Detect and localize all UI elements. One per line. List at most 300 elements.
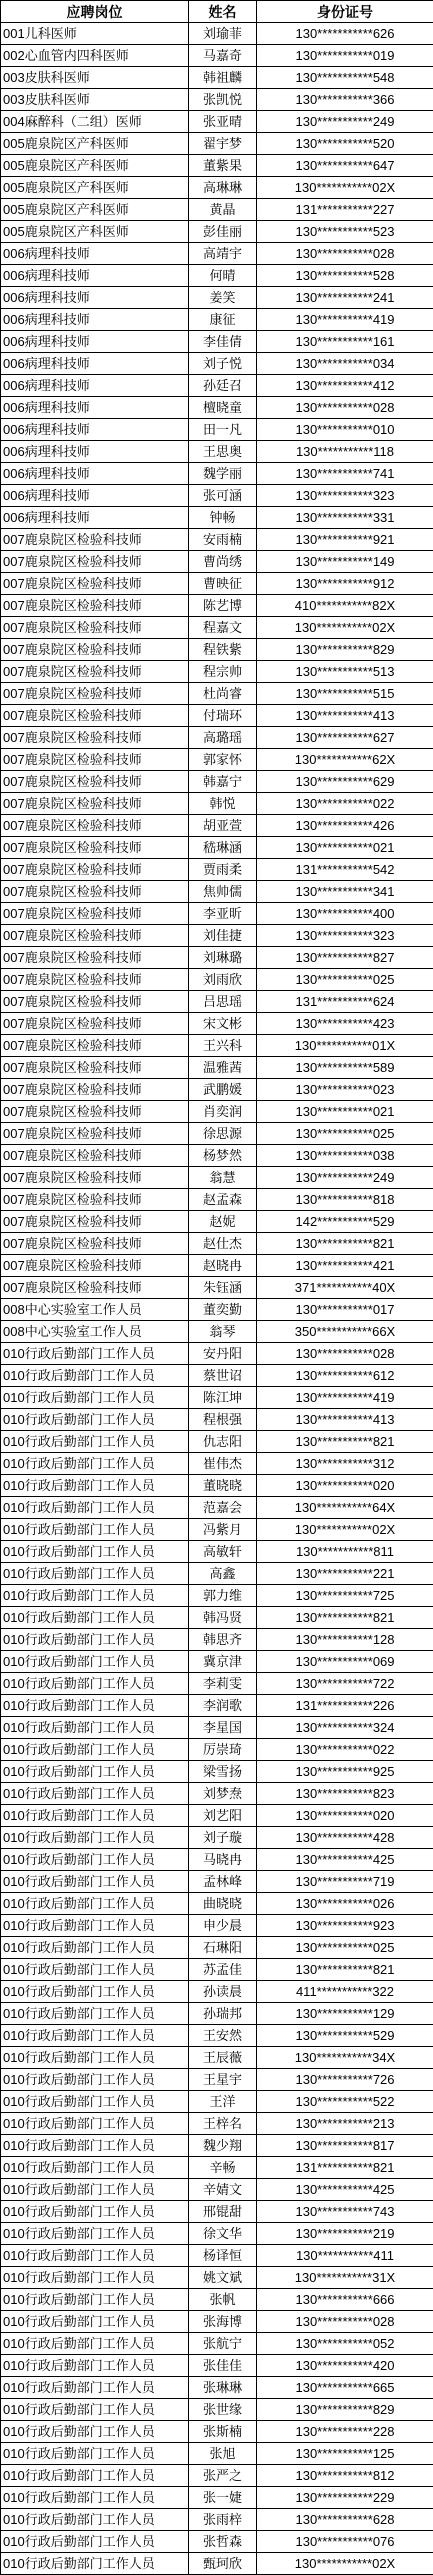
cell-id-number: 130***********419 <box>257 1387 433 1409</box>
cell-name: 董奕勤 <box>189 1299 257 1321</box>
cell-id-number: 130***********128 <box>257 1629 433 1651</box>
cell-id-number: 130***********741 <box>257 463 433 485</box>
table-row <box>1 2179 433 2201</box>
table-row <box>1 771 433 793</box>
table-row <box>1 2355 433 2377</box>
table-row <box>1 2157 433 2179</box>
table-row <box>1 2091 433 2113</box>
cell-id-number: 130***********413 <box>257 1409 433 1431</box>
cell-id-number: 130***********221 <box>257 1563 433 1585</box>
table-row <box>1 617 433 639</box>
cell-name: 康征 <box>189 309 257 331</box>
cell-id-number: 371***********40X <box>257 1277 433 1299</box>
cell-position: 010行政后勤部门工作人员 <box>1 1343 189 1365</box>
cell-name: 刘雨欣 <box>189 969 257 991</box>
cell-name: 高琳琳 <box>189 177 257 199</box>
cell-position: 007鹿泉院区检验科技师 <box>1 837 189 859</box>
cell-id-number: 130***********726 <box>257 2069 433 2091</box>
cell-name: 张旭 <box>189 2443 257 2465</box>
header-position: 应聘岗位 <box>1 1 189 23</box>
table-row <box>1 1915 433 1937</box>
table-row <box>1 749 433 771</box>
cell-position: 003皮肤科医师 <box>1 67 189 89</box>
cell-name: 翟宇梦 <box>189 133 257 155</box>
cell-id-number: 130***********529 <box>257 2025 433 2047</box>
table-row <box>1 353 433 375</box>
cell-position: 010行政后勤部门工作人员 <box>1 2069 189 2091</box>
cell-id-number: 130***********213 <box>257 2113 433 2135</box>
cell-id-number: 131***********227 <box>257 199 433 221</box>
cell-position: 007鹿泉院区检验科技师 <box>1 1145 189 1167</box>
table-row <box>1 177 433 199</box>
table-row <box>1 595 433 617</box>
cell-position: 010行政后勤部门工作人员 <box>1 1431 189 1453</box>
table-row <box>1 2025 433 2047</box>
cell-position: 007鹿泉院区检验科技师 <box>1 1101 189 1123</box>
cell-id-number: 142***********529 <box>257 1211 433 1233</box>
cell-name: 马晓冉 <box>189 1849 257 1871</box>
cell-position: 010行政后勤部门工作人员 <box>1 2113 189 2135</box>
cell-name: 张凯悦 <box>189 89 257 111</box>
table-row <box>1 1761 433 1783</box>
cell-name: 崔伟杰 <box>189 1453 257 1475</box>
cell-name: 赵仕杰 <box>189 1233 257 1255</box>
cell-id-number: 130***********021 <box>257 1101 433 1123</box>
cell-position: 010行政后勤部门工作人员 <box>1 2003 189 2025</box>
table-row <box>1 419 433 441</box>
table-row <box>1 2069 433 2091</box>
cell-id-number: 130***********229 <box>257 2487 433 2509</box>
cell-position: 010行政后勤部门工作人员 <box>1 2223 189 2245</box>
cell-position: 007鹿泉院区检验科技师 <box>1 1057 189 1079</box>
cell-id-number: 130***********31X <box>257 2267 433 2289</box>
cell-name: 姚文斌 <box>189 2267 257 2289</box>
cell-position: 008中心实验室工作人员 <box>1 1299 189 1321</box>
cell-id-number: 130***********64X <box>257 1497 433 1519</box>
table-row <box>1 375 433 397</box>
cell-id-number: 130***********02X <box>257 177 433 199</box>
table-row <box>1 551 433 573</box>
cell-name: 韩祖麟 <box>189 67 257 89</box>
cell-position: 010行政后勤部门工作人员 <box>1 1739 189 1761</box>
cell-id-number: 130***********010 <box>257 419 433 441</box>
cell-id-number: 130***********925 <box>257 1761 433 1783</box>
cell-position: 010行政后勤部门工作人员 <box>1 2399 189 2421</box>
cell-name: 高鑫 <box>189 1563 257 1585</box>
cell-id-number: 130***********341 <box>257 881 433 903</box>
cell-position: 010行政后勤部门工作人员 <box>1 2047 189 2069</box>
cell-position: 002心血管内四科医师 <box>1 45 189 67</box>
cell-id-number: 130***********62X <box>257 749 433 771</box>
cell-name: 武鹏媛 <box>189 1079 257 1101</box>
cell-position: 007鹿泉院区检验科技师 <box>1 793 189 815</box>
table-row <box>1 1233 433 1255</box>
cell-id-number: 130***********722 <box>257 1673 433 1695</box>
cell-id-number: 130***********025 <box>257 969 433 991</box>
table-row <box>1 1255 433 1277</box>
cell-name: 韩嘉宁 <box>189 771 257 793</box>
table-row <box>1 1321 433 1343</box>
table-row <box>1 441 433 463</box>
cell-id-number: 130***********425 <box>257 2179 433 2201</box>
cell-name: 冀京津 <box>189 1651 257 1673</box>
cell-position: 007鹿泉院区检验科技师 <box>1 529 189 551</box>
table-row <box>1 1629 433 1651</box>
table-row <box>1 133 433 155</box>
cell-position: 010行政后勤部门工作人员 <box>1 1695 189 1717</box>
cell-position: 010行政后勤部门工作人员 <box>1 2179 189 2201</box>
cell-id-number: 130***********019 <box>257 45 433 67</box>
cell-position: 010行政后勤部门工作人员 <box>1 1673 189 1695</box>
table-row <box>1 1519 433 1541</box>
cell-position: 007鹿泉院区检验科技师 <box>1 1211 189 1233</box>
cell-name: 孙廷召 <box>189 375 257 397</box>
cell-name: 朱钰涵 <box>189 1277 257 1299</box>
cell-position: 010行政后勤部门工作人员 <box>1 1981 189 2003</box>
cell-id-number: 130***********419 <box>257 309 433 331</box>
cell-name: 邢锟甜 <box>189 2201 257 2223</box>
cell-position: 010行政后勤部门工作人员 <box>1 1629 189 1651</box>
cell-name: 蔡世诏 <box>189 1365 257 1387</box>
cell-name: 刘梦焘 <box>189 1783 257 1805</box>
cell-name: 王洋 <box>189 2091 257 2113</box>
cell-position: 007鹿泉院区检验科技师 <box>1 925 189 947</box>
cell-name: 刘艺阳 <box>189 1805 257 1827</box>
cell-name: 彭佳丽 <box>189 221 257 243</box>
cell-name: 田一凡 <box>189 419 257 441</box>
cell-position: 010行政后勤部门工作人员 <box>1 1761 189 1783</box>
cell-position: 010行政后勤部门工作人员 <box>1 1937 189 1959</box>
cell-position: 010行政后勤部门工作人员 <box>1 1827 189 1849</box>
cell-position: 010行政后勤部门工作人员 <box>1 1849 189 1871</box>
cell-name: 董紫果 <box>189 155 257 177</box>
cell-id-number: 130***********821 <box>257 1607 433 1629</box>
cell-id-number: 130***********052 <box>257 2333 433 2355</box>
cell-id-number: 130***********520 <box>257 133 433 155</box>
cell-position: 007鹿泉院区检验科技师 <box>1 1035 189 1057</box>
cell-id-number: 130***********02X <box>257 617 433 639</box>
cell-position: 006病理科技师 <box>1 507 189 529</box>
table-row <box>1 1981 433 2003</box>
cell-id-number: 130***********923 <box>257 1915 433 1937</box>
cell-id-number: 130***********118 <box>257 441 433 463</box>
cell-name: 安雨楠 <box>189 529 257 551</box>
cell-position: 010行政后勤部门工作人员 <box>1 2465 189 2487</box>
cell-name: 宋文彬 <box>189 1013 257 1035</box>
cell-name: 檀晓童 <box>189 397 257 419</box>
table-row <box>1 1651 433 1673</box>
cell-position: 007鹿泉院区检验科技师 <box>1 705 189 727</box>
cell-position: 010行政后勤部门工作人员 <box>1 1519 189 1541</box>
cell-position: 007鹿泉院区检验科技师 <box>1 1013 189 1035</box>
cell-position: 007鹿泉院区检验科技师 <box>1 683 189 705</box>
cell-position: 010行政后勤部门工作人员 <box>1 1871 189 1893</box>
cell-id-number: 130***********829 <box>257 639 433 661</box>
table-row <box>1 89 433 111</box>
cell-name: 韩冯贤 <box>189 1607 257 1629</box>
cell-position: 007鹿泉院区检验科技师 <box>1 859 189 881</box>
cell-position: 007鹿泉院区检验科技师 <box>1 727 189 749</box>
table-row <box>1 1541 433 1563</box>
cell-id-number: 130***********823 <box>257 1783 433 1805</box>
cell-position: 008中心实验室工作人员 <box>1 1321 189 1343</box>
table-row <box>1 1805 433 1827</box>
cell-position: 010行政后勤部门工作人员 <box>1 2421 189 2443</box>
cell-name: 赵妮 <box>189 1211 257 1233</box>
header-id-number: 身份证号 <box>257 1 433 23</box>
table-row <box>1 1695 433 1717</box>
table-row <box>1 705 433 727</box>
table-row <box>1 2333 433 2355</box>
table-row <box>1 1431 433 1453</box>
cell-id-number: 130***********626 <box>257 23 433 45</box>
table-row <box>1 2201 433 2223</box>
cell-position: 010行政后勤部门工作人员 <box>1 1893 189 1915</box>
cell-id-number: 130***********028 <box>257 1343 433 1365</box>
cell-position: 010行政后勤部门工作人员 <box>1 1915 189 1937</box>
cell-position: 010行政后勤部门工作人员 <box>1 1783 189 1805</box>
cell-name: 王梓名 <box>189 2113 257 2135</box>
cell-position: 010行政后勤部门工作人员 <box>1 2135 189 2157</box>
cell-name: 郭家怀 <box>189 749 257 771</box>
cell-name: 曹映征 <box>189 573 257 595</box>
cell-id-number: 130***********627 <box>257 727 433 749</box>
cell-id-number: 130***********523 <box>257 221 433 243</box>
table-row <box>1 1343 433 1365</box>
cell-id-number: 130***********589 <box>257 1057 433 1079</box>
table-row <box>1 2487 433 2509</box>
cell-name: 厉崇琦 <box>189 1739 257 1761</box>
table-row <box>1 1211 433 1233</box>
cell-id-number: 130***********312 <box>257 1453 433 1475</box>
cell-name: 魏少翔 <box>189 2135 257 2157</box>
cell-position: 005鹿泉院区产科医师 <box>1 133 189 155</box>
cell-position: 010行政后勤部门工作人员 <box>1 2553 189 2575</box>
cell-id-number: 130***********548 <box>257 67 433 89</box>
cell-position: 010行政后勤部门工作人员 <box>1 1475 189 1497</box>
cell-id-number: 130***********069 <box>257 1651 433 1673</box>
cell-name: 杨译恒 <box>189 2245 257 2267</box>
cell-id-number: 130***********812 <box>257 2465 433 2487</box>
table-row <box>1 1387 433 1409</box>
cell-id-number: 130***********026 <box>257 1893 433 1915</box>
cell-id-number: 130***********817 <box>257 2135 433 2157</box>
cell-position: 007鹿泉院区检验科技师 <box>1 573 189 595</box>
table-row <box>1 1145 433 1167</box>
table-row <box>1 2509 433 2531</box>
cell-name: 苏孟佳 <box>189 1959 257 1981</box>
table-row <box>1 2311 433 2333</box>
cell-name: 张斯楠 <box>189 2421 257 2443</box>
table-row <box>1 2377 433 2399</box>
cell-name: 程根强 <box>189 1409 257 1431</box>
cell-name: 嵇琳涵 <box>189 837 257 859</box>
cell-id-number: 130***********821 <box>257 1233 433 1255</box>
cell-id-number: 130***********02X <box>257 2553 433 2575</box>
cell-name: 张海博 <box>189 2311 257 2333</box>
cell-id-number: 131***********624 <box>257 991 433 1013</box>
cell-position: 006病理科技师 <box>1 265 189 287</box>
table-row <box>1 67 433 89</box>
cell-position: 007鹿泉院区检验科技师 <box>1 969 189 991</box>
table-row <box>1 529 433 551</box>
cell-name: 刘瑜菲 <box>189 23 257 45</box>
table-row <box>1 1365 433 1387</box>
cell-name: 张世缘 <box>189 2399 257 2421</box>
cell-id-number: 130***********428 <box>257 1827 433 1849</box>
table-row <box>1 1673 433 1695</box>
cell-id-number: 130***********323 <box>257 925 433 947</box>
cell-position: 007鹿泉院区检验科技师 <box>1 815 189 837</box>
cell-id-number: 130***********022 <box>257 1739 433 1761</box>
cell-position: 010行政后勤部门工作人员 <box>1 2201 189 2223</box>
cell-id-number: 130***********818 <box>257 1189 433 1211</box>
cell-name: 徐思源 <box>189 1123 257 1145</box>
cell-name: 魏学丽 <box>189 463 257 485</box>
table-row <box>1 397 433 419</box>
table-row <box>1 683 433 705</box>
cell-name: 张哲森 <box>189 2531 257 2553</box>
table-row <box>1 2223 433 2245</box>
cell-position: 007鹿泉院区检验科技师 <box>1 1189 189 1211</box>
table-row <box>1 2531 433 2553</box>
table-row <box>1 1937 433 1959</box>
table-row <box>1 2135 433 2157</box>
cell-position: 007鹿泉院区检验科技师 <box>1 1233 189 1255</box>
cell-id-number: 130***********629 <box>257 771 433 793</box>
cell-position: 010行政后勤部门工作人员 <box>1 1387 189 1409</box>
cell-id-number: 130***********149 <box>257 551 433 573</box>
table-row <box>1 639 433 661</box>
table-row <box>1 837 433 859</box>
cell-id-number: 130***********821 <box>257 1959 433 1981</box>
table-row <box>1 1453 433 1475</box>
cell-position: 007鹿泉院区检验科技师 <box>1 771 189 793</box>
table-row <box>1 243 433 265</box>
cell-name: 张可涵 <box>189 485 257 507</box>
table-row <box>1 199 433 221</box>
cell-id-number: 131***********226 <box>257 1695 433 1717</box>
cell-id-number: 130***********665 <box>257 2377 433 2399</box>
cell-id-number: 130***********025 <box>257 1123 433 1145</box>
cell-id-number: 130***********612 <box>257 1365 433 1387</box>
table-row <box>1 463 433 485</box>
cell-id-number: 131***********542 <box>257 859 433 881</box>
cell-id-number: 130***********331 <box>257 507 433 529</box>
table-row <box>1 507 433 529</box>
table-row <box>1 1035 433 1057</box>
cell-id-number: 130***********249 <box>257 111 433 133</box>
cell-position: 010行政后勤部门工作人员 <box>1 2245 189 2267</box>
cell-position: 010行政后勤部门工作人员 <box>1 1585 189 1607</box>
table-row <box>1 859 433 881</box>
cell-name: 何晴 <box>189 265 257 287</box>
header-name: 姓名 <box>189 1 257 23</box>
cell-position: 004麻醉科（二组）医师 <box>1 111 189 133</box>
cell-id-number: 130***********411 <box>257 2245 433 2267</box>
cell-id-number: 130***********020 <box>257 1805 433 1827</box>
cell-name: 张一婕 <box>189 2487 257 2509</box>
cell-id-number: 130***********023 <box>257 1079 433 1101</box>
cell-position: 007鹿泉院区检验科技师 <box>1 1277 189 1299</box>
table-body <box>1 23 433 2575</box>
table-row <box>1 1849 433 1871</box>
table-row <box>1 23 433 45</box>
cell-id-number: 130***********01X <box>257 1035 433 1057</box>
cell-name: 翁慧 <box>189 1167 257 1189</box>
cell-name: 辛婧文 <box>189 2179 257 2201</box>
table-row <box>1 1189 433 1211</box>
cell-position: 007鹿泉院区检验科技师 <box>1 1123 189 1145</box>
table-row <box>1 287 433 309</box>
table-row <box>1 221 433 243</box>
cell-position: 010行政后勤部门工作人员 <box>1 2355 189 2377</box>
cell-id-number: 130***********829 <box>257 2399 433 2421</box>
cell-position: 010行政后勤部门工作人员 <box>1 2509 189 2531</box>
table-row <box>1 947 433 969</box>
table-row <box>1 881 433 903</box>
cell-id-number: 130***********719 <box>257 1871 433 1893</box>
table-row <box>1 573 433 595</box>
cell-name: 赵孟森 <box>189 1189 257 1211</box>
cell-position: 010行政后勤部门工作人员 <box>1 2443 189 2465</box>
table-row <box>1 2047 433 2069</box>
header-row <box>1 1 433 23</box>
cell-name: 王辰薇 <box>189 2047 257 2069</box>
cell-position: 010行政后勤部门工作人员 <box>1 2289 189 2311</box>
cell-name: 郭力维 <box>189 1585 257 1607</box>
cell-position: 005鹿泉院区产科医师 <box>1 221 189 243</box>
cell-name: 辛畅 <box>189 2157 257 2179</box>
cell-name: 王兴科 <box>189 1035 257 1057</box>
cell-name: 张佳佳 <box>189 2355 257 2377</box>
table-row <box>1 2553 433 2575</box>
table-row <box>1 1013 433 1035</box>
cell-position: 006病理科技师 <box>1 441 189 463</box>
cell-position: 007鹿泉院区检验科技师 <box>1 881 189 903</box>
cell-name: 张亚晴 <box>189 111 257 133</box>
cell-position: 006病理科技师 <box>1 353 189 375</box>
table-row <box>1 155 433 177</box>
cell-id-number: 130***********034 <box>257 353 433 375</box>
cell-id-number: 130***********02X <box>257 1519 433 1541</box>
cell-id-number: 130***********366 <box>257 89 433 111</box>
cell-position: 010行政后勤部门工作人员 <box>1 2333 189 2355</box>
cell-name: 孟林峰 <box>189 1871 257 1893</box>
cell-position: 007鹿泉院区检验科技师 <box>1 749 189 771</box>
cell-position: 010行政后勤部门工作人员 <box>1 1651 189 1673</box>
cell-id-number: 130***********515 <box>257 683 433 705</box>
cell-name: 孙瑞邦 <box>189 2003 257 2025</box>
cell-position: 005鹿泉院区产科医师 <box>1 155 189 177</box>
table-row <box>1 815 433 837</box>
cell-name: 张帆 <box>189 2289 257 2311</box>
cell-position: 010行政后勤部门工作人员 <box>1 2311 189 2333</box>
cell-id-number: 130***********34X <box>257 2047 433 2069</box>
cell-name: 冯紫月 <box>189 1519 257 1541</box>
table-row <box>1 2003 433 2025</box>
cell-name: 杨梦然 <box>189 1145 257 1167</box>
cell-name: 赵晓冉 <box>189 1255 257 1277</box>
cell-name: 曲晓晓 <box>189 1893 257 1915</box>
cell-name: 李亚昕 <box>189 903 257 925</box>
cell-position: 006病理科技师 <box>1 485 189 507</box>
cell-name: 曹尚绣 <box>189 551 257 573</box>
cell-position: 006病理科技师 <box>1 287 189 309</box>
cell-id-number: 130***********628 <box>257 2509 433 2531</box>
cell-name: 董晓晓 <box>189 1475 257 1497</box>
cell-name: 焦帅儒 <box>189 881 257 903</box>
